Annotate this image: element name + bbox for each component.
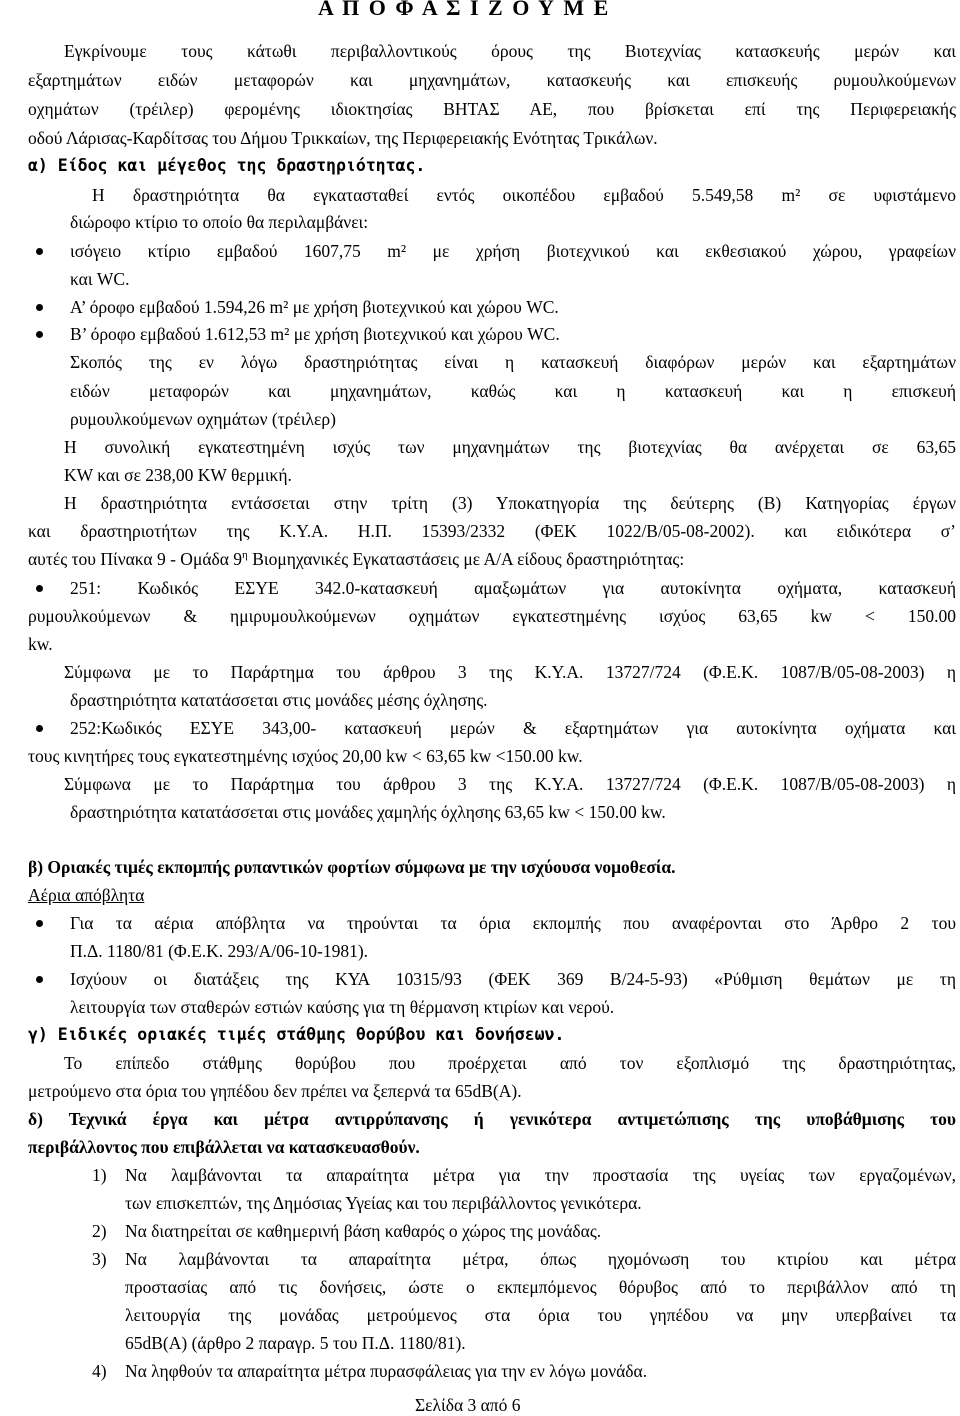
list-item: ρυμουλκούμενων & ημιρυμουλκούμενων οχημάτων εγκατεστημένης ισχύος 63,65 kw < 150.00 <box>28 606 956 626</box>
paragraph-line: Η δραστηριότητα εντάσσεται στην τρίτη (3) Υποκατηγορία της δεύτερης (Β) Κατηγορίας έργων <box>64 493 956 513</box>
paragraph-line: Η δραστηριότητα θα εγκατασταθεί εντός οικοπέδου εμβαδού 5.549,58 m² σε υφιστάμενο <box>92 185 956 205</box>
list-item: προστασίας από τις δονήσεις, ώστε ο εκπεμπόμενος θόρυβος από το περιβάλλον από τη <box>125 1277 956 1297</box>
intro-line: οδού Λάρισας-Καρδίτσας του Δήμου Τρικκαίων, της Περιφερειακής Ενότητας Τρικάλων. <box>28 128 658 148</box>
list-item: τους κινητήρες τους εγκατεστημένης ισχύος 20,00 kw < 63,65 kw <150.00 kw. <box>28 746 583 766</box>
bullet-icon <box>36 248 43 255</box>
list-number: 1) <box>92 1165 107 1185</box>
paragraph-line: ειδών μεταφορών και μηχανημάτων, καθώς και η κατασκευή και η επισκευή <box>70 381 956 401</box>
list-item: Ισχύουν οι διατάξεις της ΚΥΑ 10315/93 (ΦΕΚ 369 Β/24-5-93) «Ρύθμιση θεμάτων με τη <box>70 969 956 989</box>
list-item: Π.Δ. 1180/81 (Φ.Ε.Κ. 293/Α/06-10-1981). <box>70 941 369 961</box>
bullet-icon <box>36 331 43 338</box>
paragraph-line: ρυμουλκούμενων οχημάτων (τρέιλερ) <box>70 409 336 429</box>
list-item: kw. <box>28 634 53 654</box>
section-b-heading: β) Οριακές τιμές εκπομπής ρυπαντικών φορτίων σύμφωνα με την ισχύουσα νομοθεσία. <box>28 857 676 877</box>
paragraph-line: Σκοπός της εν λόγω δραστηριότητας είναι η κατασκευή διαφόρων μερών και εξαρτημάτων <box>70 352 956 372</box>
paragraph-line: και δραστηριοτήτων της Κ.Υ.Α. Η.Π. 15393/2332 (ΦΕΚ 1022/Β/05-08-2002). και ειδικότερα σ’ <box>28 521 956 541</box>
list-item: Να λαμβάνονται τα απαραίτητα μέτρα για την προστασία της υγείας των εργαζομένων, <box>125 1165 956 1185</box>
intro-line: εξαρτημάτων ειδών μεταφορών και μηχανημάτων, κατασκευής και επισκευής ρυμουλκούμενων <box>28 70 956 90</box>
section-d-heading: περιβάλλοντος που επιβάλλεται να κατασκευασθούν. <box>28 1137 420 1157</box>
intro-line: Εγκρίνουμε τους κάτωθι περιβαλλοντικούς όρους της Βιοτεχνίας κατασκευής μερών και <box>64 41 956 61</box>
bullet-icon <box>36 725 43 732</box>
list-item: Για τα αέρια απόβλητα να τηρούνται τα όρια εκπομπής που αναφέρονται στο Άρθρο 2 του <box>70 913 956 933</box>
intro-line: οχημάτων (τρέιλερ) φερομένης ιδιοκτησίας ΒΗΤΑΣ ΑΕ, που βρίσκεται επί της Περιφερειακής <box>28 99 956 119</box>
list-item: Β’ όροφο εμβαδού 1.612,53 m² με χρήση βιοτεχνικού και χώρου WC. <box>70 324 560 344</box>
list-item: Σύμφωνα με το Παράρτημα του άρθρου 3 της Κ.Υ.Α. 13727/724 (Φ.Ε.Κ. 1087/Β/05-08-2003) η <box>64 774 956 794</box>
list-number: 2) <box>92 1221 107 1241</box>
list-item: λειτουργία των σταθερών εστιών καύσης για τη θέρμανση κτιρίων και νερού. <box>70 997 615 1017</box>
section-d-heading: δ) Τεχνικά έργα και μέτρα αντιρρύπανσης ή γενικότερα αντιμετώπισης της υποβάθμισης του <box>28 1109 956 1129</box>
list-item: και WC. <box>70 269 130 289</box>
bullet-icon <box>36 585 43 592</box>
section-b-subheading: Αέρια απόβλητα <box>28 885 145 905</box>
list-item: Σύμφωνα με το Παράρτημα του άρθρου 3 της Κ.Υ.Α. 13727/724 (Φ.Ε.Κ. 1087/Β/05-08-2003) η <box>64 662 956 682</box>
list-item: 65dB(A) (άρθρο 2 παραγρ. 5 του Π.Δ. 1180/81). <box>125 1333 466 1353</box>
category-text: αυτές του Πίνακα 9 - Ομάδα 9 <box>28 549 243 569</box>
list-item: Α’ όροφο εμβαδού 1.594,26 m² με χρήση βιοτεχνικού και χώρου WC. <box>70 297 559 317</box>
list-item: Να διατηρείται σε καθημερινή βάση καθαρός ο χώρος της μονάδας. <box>125 1221 602 1241</box>
bullet-icon <box>36 976 43 983</box>
paragraph-line: Το επίπεδο στάθμης θορύβου που προέρχεται από τον εξοπλισμό της δραστηριότητας, <box>64 1053 956 1073</box>
list-item: δραστηριότητα κατατάσσεται στις μονάδες μέσης όχλησης. <box>70 690 488 710</box>
list-item: λειτουργία της μονάδας μετρούμενος στα όρια του γηπέδου να μην υπερβαίνει τα <box>125 1305 956 1325</box>
paragraph-line <box>28 548 684 570</box>
section-c-heading: γ) Ειδικές οριακές τιμές στάθμης θορύβου και δονήσεων. <box>28 1025 565 1044</box>
bullet-icon <box>36 304 43 311</box>
list-item: 252:Κωδικός ΕΣΥΕ 343,00- κατασκευή μερών & εξαρτημάτων για αυτοκίνητα οχήματα και <box>70 718 956 738</box>
category-text: Βιομηχανικές Εγκαταστάσεις με Α/Α είδους δραστηριότητας: <box>247 549 685 569</box>
list-item: ισόγειο κτίριο εμβαδού 1607,75 m² με χρήση βιοτεχνικού και εκθεσιακού χώρου, γραφείων <box>70 241 956 261</box>
list-number: 4) <box>92 1361 107 1381</box>
paragraph-line: Η συνολική εγκατεστημένη ισχύς των μηχανημάτων της βιοτεχνίας θα ανέρχεται σε 63,65 <box>64 437 956 457</box>
paragraph-line: μετρούμενο στα όρια του γηπέδου δεν πρέπει να ξεπερνά τα 65dB(Α). <box>28 1081 522 1101</box>
list-number: 3) <box>92 1249 107 1269</box>
bullet-icon <box>36 920 43 927</box>
paragraph-line: διώροφο κτίριο το οποίο θα περιλαμβάνει: <box>70 212 369 232</box>
superscript: η <box>242 549 248 562</box>
page-footer: Σελίδα 3 από 6 <box>415 1395 521 1415</box>
list-item: Να λαμβάνονται τα απαραίτητα μέτρα, όπως ηχομόνωση του κτιρίου και μέτρα <box>125 1249 956 1269</box>
section-a-heading: α) Είδος και μέγεθος της δραστηριότητας. <box>28 156 426 175</box>
list-item: 251: Κωδικός ΕΣΥΕ 342.0-κατασκευή αμαξωμάτων για αυτοκίνητα οχήματα, κατασκευή <box>70 578 956 598</box>
list-item: δραστηριότητα κατατάσσεται στις μονάδες χαμηλής όχλησης 63,65 kw < 150.00 kw. <box>70 802 666 822</box>
list-item: των επισκεπτών, της Δημόσιας Υγείας και του περιβάλλοντος γενικότερα. <box>125 1193 642 1213</box>
list-item: Να ληφθούν τα απαραίτητα μέτρα πυρασφάλειας για την εν λόγω μονάδα. <box>125 1361 648 1381</box>
paragraph-line: KW και σε 238,00 KW θερμική. <box>64 465 292 485</box>
page-title: Α Π Ο Φ Α Σ Ι Ζ Ο Υ Μ Ε <box>318 0 611 20</box>
